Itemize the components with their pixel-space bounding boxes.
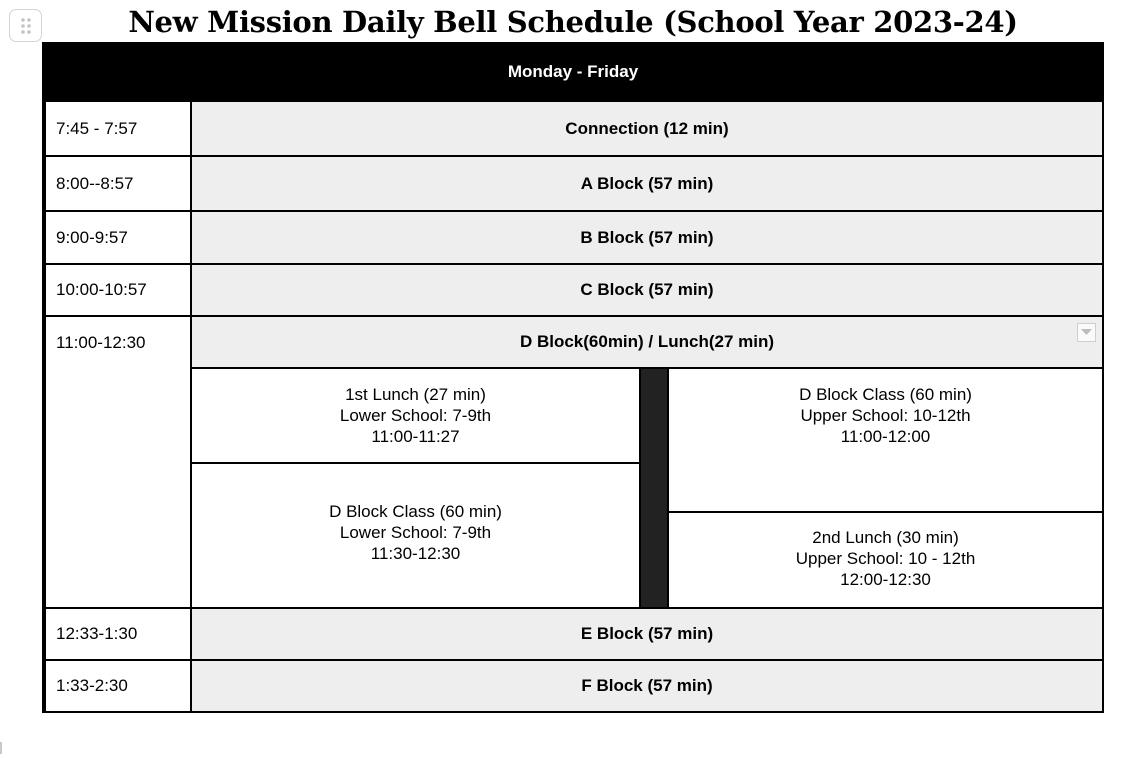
time-cell[interactable]: 12:33-1:30 xyxy=(46,609,190,659)
block-cell[interactable]: Connection (12 min) xyxy=(192,102,1102,155)
dropdown-button[interactable] xyxy=(1077,323,1096,342)
second-lunch-cell[interactable] xyxy=(669,513,1102,607)
upper-class-time: 11:00-12:00 xyxy=(840,427,931,446)
second-lunch-title: 2nd Lunch (30 min) xyxy=(812,528,959,547)
lower-class-cell[interactable] xyxy=(192,464,639,607)
block-cell[interactable]: F Block (57 min) xyxy=(192,661,1102,711)
block-cell[interactable]: E Block (57 min) xyxy=(192,609,1102,659)
schedule-table xyxy=(42,42,1104,713)
lower-class-time: 11:30-12:30 xyxy=(370,544,461,563)
time-cell[interactable]: 1:33-2:30 xyxy=(46,661,190,711)
text-cursor xyxy=(0,742,2,754)
block-cell[interactable]: C Block (57 min) xyxy=(192,265,1102,315)
time-cell[interactable]: 9:00-9:57 xyxy=(46,212,190,263)
lower-class-group: Lower School: 7-9th xyxy=(339,523,492,542)
divider-column xyxy=(641,369,667,607)
upper-class-cell[interactable] xyxy=(669,369,1102,511)
d-block-label: D Block(60min) / Lunch(27 min) xyxy=(519,332,775,351)
time-cell-d-block[interactable]: 11:00-12:30 xyxy=(46,317,190,607)
first-lunch-cell[interactable] xyxy=(192,369,639,462)
second-lunch-group: Upper School: 10 - 12th xyxy=(795,549,976,568)
lower-class-title: D Block Class (60 min) xyxy=(329,502,502,521)
upper-class-group: Upper School: 10-12th xyxy=(800,406,971,425)
drag-handle[interactable] xyxy=(9,9,42,42)
time-cell[interactable]: 8:00--8:57 xyxy=(46,157,190,210)
upper-class-title: D Block Class (60 min) xyxy=(799,385,972,404)
dropdown-arrow-icon xyxy=(1081,329,1092,336)
d-block-header[interactable] xyxy=(192,317,1102,367)
time-cell[interactable]: 7:45 - 7:57 xyxy=(46,102,190,155)
first-lunch-group: Lower School: 7-9th xyxy=(339,406,492,425)
drag-handle-icon xyxy=(19,17,33,35)
time-cell[interactable]: 10:00-10:57 xyxy=(46,265,190,315)
header-days: Monday - Friday xyxy=(44,44,1102,100)
page-title: New Mission Daily Bell Schedule (School Year 2023-24) xyxy=(128,5,1018,39)
block-cell[interactable]: A Block (57 min) xyxy=(192,157,1102,210)
first-lunch-title: 1st Lunch (27 min) xyxy=(345,385,486,404)
second-lunch-time: 12:00-12:30 xyxy=(840,570,931,589)
block-cell[interactable]: B Block (57 min) xyxy=(192,212,1102,263)
first-lunch-time: 11:00-11:27 xyxy=(371,427,460,446)
